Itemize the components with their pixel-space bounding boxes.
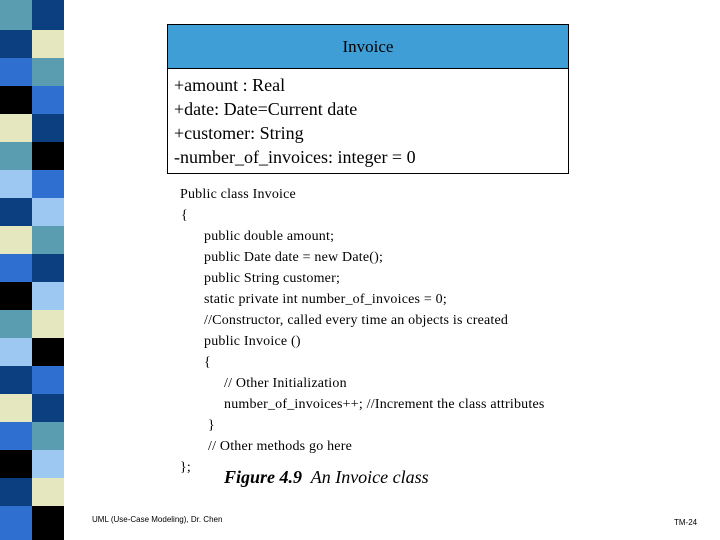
strip-cell [32,114,64,142]
uml-attribute: +customer: String [174,123,304,143]
strip-cell [32,394,64,422]
strip-cell [32,30,64,58]
strip-cell [0,114,32,142]
footer-course-title: UML (Use-Case Modeling), Dr. Chen [92,515,223,524]
code-line: Public class Invoice [180,187,296,202]
strip-cell [0,226,32,254]
strip-cell [0,366,32,394]
strip-cell [32,58,64,86]
strip-column-left [0,0,32,540]
uml-attribute: +amount : Real [174,75,286,95]
code-line: { [181,208,188,223]
strip-cell [32,338,64,366]
uml-attribute: +date: Date=Current date [174,99,358,119]
figure-caption [224,467,429,488]
strip-cell [32,310,64,338]
code-line: //Constructor, called every time an objects is created [204,313,509,328]
strip-cell [0,30,32,58]
code-line: public Invoice () [204,334,301,349]
strip-cell [32,450,64,478]
code-line: static private int number_of_invoices = 0; [204,292,447,307]
uml-attribute: -number_of_invoices: integer = 0 [174,147,416,167]
strip-cell [32,170,64,198]
code-line: // Other Initialization [224,376,347,391]
strip-cell [0,506,32,540]
strip-cell [0,450,32,478]
strip-cell [32,422,64,450]
strip-cell [32,366,64,394]
code-line: }; [180,460,192,475]
strip-cell [32,0,64,30]
strip-cell [0,86,32,114]
uml-class-box [167,24,569,174]
strip-cell [0,338,32,366]
strip-cell [0,142,32,170]
strip-cell [0,422,32,450]
code-line: // Other methods go here [208,439,352,454]
figure-number: Figure 4.9 [224,467,303,487]
code-line: public String customer; [204,271,341,286]
strip-cell [0,254,32,282]
strip-cell [0,394,32,422]
code-line: { [204,355,211,370]
strip-cell [32,282,64,310]
code-line: public double amount; [204,229,335,244]
strip-cell [32,142,64,170]
strip-cell [0,198,32,226]
strip-cell [0,282,32,310]
code-line: number_of_invoices++; //Increment the class attributes [224,397,545,412]
strip-cell [0,0,32,30]
decorative-strip [0,0,64,540]
strip-column-right [32,0,64,540]
strip-cell [0,478,32,506]
figure-title: An Invoice class [310,467,429,487]
code-line: } [208,418,215,433]
strip-cell [32,86,64,114]
code-listing [180,184,545,478]
uml-attribute-list [174,73,416,169]
footer-page-number: TM-24 [674,518,698,527]
strip-cell [0,58,32,86]
uml-class-name: Invoice [168,25,568,69]
strip-cell [32,198,64,226]
strip-cell [32,226,64,254]
strip-cell [0,170,32,198]
strip-cell [32,506,64,540]
strip-cell [32,478,64,506]
strip-cell [32,254,64,282]
strip-cell [0,310,32,338]
code-line: public Date date = new Date(); [204,250,384,265]
